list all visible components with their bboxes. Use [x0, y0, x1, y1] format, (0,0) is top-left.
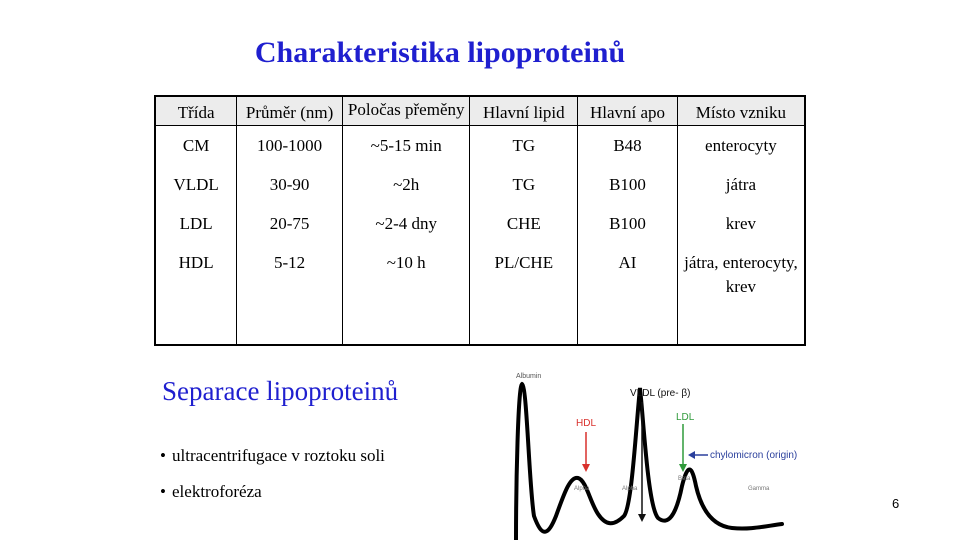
cell-main-lipid: TG [470, 126, 578, 165]
header-class: Třída [155, 96, 237, 126]
bullet-icon: • [160, 482, 166, 501]
cell-class: HDL [155, 243, 237, 346]
electrophoresis-diagram [482, 366, 810, 540]
separation-title: Separace lipoproteinů [162, 376, 399, 406]
ldl-label: LDL [676, 412, 695, 423]
bullet-icon: • [160, 446, 166, 465]
cell-class: VLDL [155, 165, 237, 204]
cell-origin: játra, enterocyty, krev [677, 243, 805, 346]
cell-diameter: 5-12 [237, 243, 343, 346]
header-main-lipid: Hlavní lipid [470, 96, 578, 126]
cell-main-lipid: TG [470, 165, 578, 204]
ldl-arrow-icon [679, 424, 687, 472]
cell-main-apo: AI [578, 243, 678, 346]
lipoprotein-table [154, 95, 806, 346]
gamma-axis-label: Gamma [748, 486, 770, 492]
header-half-life: Poločas přeměny [342, 96, 470, 126]
cell-origin: játra [677, 165, 805, 204]
table-header-row [155, 96, 805, 126]
cell-main-lipid: CHE [470, 204, 578, 243]
chylomicron-label: chylomicron (origin) [710, 450, 798, 461]
list-item-text: elektroforéza [172, 482, 262, 501]
slide-title: Charakteristika lipoproteinů [254, 36, 626, 69]
list-item [160, 446, 385, 466]
alpha-axis-label: Alpha [574, 486, 590, 492]
cell-origin: enterocyty [677, 126, 805, 165]
cell-class: CM [155, 126, 237, 165]
cell-class: LDL [155, 204, 237, 243]
chylomicron-arrow-icon [688, 451, 708, 459]
hdl-label: HDL [576, 418, 597, 429]
table-row [155, 165, 805, 204]
cell-diameter: 100-1000 [237, 126, 343, 165]
header-main-apo: Hlavní apo [578, 96, 678, 126]
cell-main-lipid: PL/CHE [470, 243, 578, 346]
cell-half-life: ~10 h [342, 243, 470, 346]
cell-origin: krev [677, 204, 805, 243]
table-row [155, 243, 805, 346]
header-diameter: Průměr (nm) [237, 96, 343, 126]
cell-main-apo: B100 [578, 165, 678, 204]
list-item [160, 482, 385, 502]
cell-half-life: ~5-15 min [342, 126, 470, 165]
cell-main-apo: B100 [578, 204, 678, 243]
cell-half-life: ~2h [342, 165, 470, 204]
table-row [155, 204, 805, 243]
cell-main-apo: B48 [578, 126, 678, 165]
electrophoresis-curve [516, 384, 782, 540]
beta-axis-label: Beta [678, 476, 691, 482]
cell-half-life: ~2-4 dny [342, 204, 470, 243]
list-item-text: ultracentrifugace v roztoku soli [172, 446, 385, 465]
table-row [155, 126, 805, 165]
vldl-label: VLDL (pre- β) [630, 388, 691, 399]
cell-diameter: 20-75 [237, 204, 343, 243]
hdl-arrow-icon [582, 432, 590, 472]
alpha2-axis-label: Alpha [622, 486, 638, 492]
separation-list [160, 446, 385, 518]
cell-diameter: 30-90 [237, 165, 343, 204]
header-origin: Místo vzniku [677, 96, 805, 126]
page-number: 6 [892, 496, 900, 511]
albumin-label: Albumin [516, 373, 542, 380]
